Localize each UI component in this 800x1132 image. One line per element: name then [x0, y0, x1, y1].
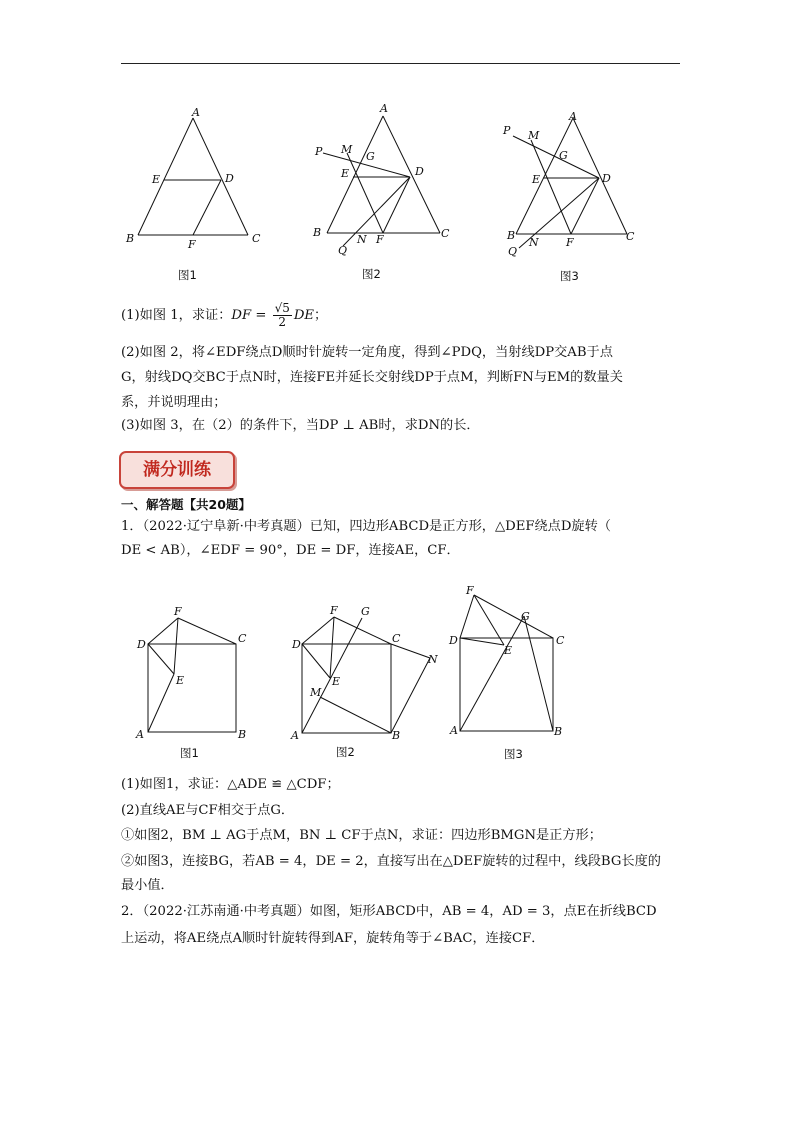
label-A: A [569, 110, 577, 123]
q1-stem-line-1: 1．（2022·辽宁阜新·中考真题）已知，四边形ABCD是正方形，△DEF绕点D旋转（ [121, 519, 611, 534]
fraction-root5-over-2: $\frac{√5}{2}$ [274, 301, 290, 329]
label-E: E [341, 167, 350, 180]
header-rule [121, 63, 680, 64]
label-E: E [532, 173, 541, 186]
label-M: M [341, 143, 353, 156]
q1-part-2b-line-1: ②如图3，连接BG，若AB = 4，DE = 2，直接写出在△DEF旋转的过程中，线段BG长度的 [121, 854, 661, 869]
label-E: E [332, 675, 341, 688]
label-G: G [521, 610, 530, 623]
figure-caption: 图3 [560, 269, 579, 283]
label-M: M [310, 686, 322, 699]
q2-stem-line-1: 2．（2022·江苏南通·中考真题）如图，矩形ABCD中，AB = 4，AD = 3，点E在折线BCD [121, 904, 657, 919]
label-F: F [566, 236, 574, 249]
label-C: C [441, 227, 450, 240]
figure-caption: 图2 [336, 745, 355, 759]
label-G: G [559, 149, 568, 162]
label-D: D [225, 172, 234, 185]
figure-caption: 图1 [178, 268, 197, 282]
label-N: N [357, 233, 367, 246]
figure-caption: 图3 [504, 747, 523, 761]
q1-part-2: (2)直线AE与CF相交于点G． [121, 803, 295, 818]
label-D: D [292, 638, 301, 651]
label-F: F [466, 584, 474, 597]
triangle-figure-3 [495, 108, 655, 288]
prev-q-part-3: (3)如图 3，在（2）的条件下，当DP ⊥ AB时，求DN的长． [121, 418, 480, 433]
label-D: D [415, 165, 424, 178]
label-B: B [238, 728, 247, 741]
label-Q: Q [508, 245, 518, 258]
label-B: B [126, 232, 135, 245]
label-A: A [291, 729, 299, 742]
label-C: C [238, 632, 247, 645]
section-title: 一、解答题【共20题】 [121, 497, 251, 512]
label-F: F [174, 605, 182, 618]
label-C: C [556, 634, 565, 647]
label-C: C [626, 230, 635, 243]
label-G: G [366, 150, 375, 163]
label-M: M [528, 129, 540, 142]
square-figure-1 [132, 602, 257, 762]
label-P: P [503, 124, 511, 137]
label-D: D [137, 638, 146, 651]
prev-q-part-2-line-1: (2)如图 2，将∠EDF绕点D顺时针旋转一定角度，得到∠PDQ，当射线DP交AB于点 [121, 345, 613, 360]
label-F: F [188, 238, 196, 251]
label-E: E [152, 173, 161, 186]
q1-stem-line-2: DE < AB），∠EDF = 90°，DE = DF，连接AE，CF． [121, 543, 460, 558]
label-E: E [176, 674, 185, 687]
square-figure-3 [446, 582, 581, 767]
square-figure-2 [288, 600, 448, 765]
label-G: G [361, 605, 370, 618]
label-B: B [507, 229, 516, 242]
q1-part-1: (1)如图1，求证：△ADE ≌ △CDF； [121, 777, 340, 792]
label-D: D [602, 172, 611, 185]
prev-q-part-2-line-3: 系，并说明理由； [121, 395, 227, 410]
label-B: B [313, 226, 322, 239]
label-A: A [136, 728, 144, 741]
label-C: C [252, 232, 261, 245]
section-badge: 满分训练 [119, 451, 235, 489]
label-B: B [554, 725, 563, 738]
label-A: A [380, 102, 388, 115]
triangle-figure-2 [305, 98, 465, 283]
q1-part-2b-line-2: 最小值． [121, 878, 174, 893]
label-N: N [428, 653, 438, 666]
figure-caption: 图1 [180, 746, 199, 760]
prev-q-part-1: (1)如图 1，求证：DF = $\frac{√5}{2}$ DE； [121, 301, 328, 329]
q2-stem-line-2: 上运动，将AE绕点A顺时针旋转得到AF，旋转角等于∠BAC，连接CF． [121, 931, 545, 946]
label-B: B [392, 729, 401, 742]
label-D: D [449, 634, 458, 647]
triangle-figure-1 [120, 105, 270, 285]
label-E: E [504, 644, 513, 657]
label-Q: Q [338, 244, 348, 257]
label-N: N [529, 236, 539, 249]
label-A: A [192, 106, 200, 119]
q1-part-2a: ①如图2，BM ⊥ AG于点M，BN ⊥ CF于点N，求证：四边形BMGN是正方形； [121, 828, 602, 843]
label-P: P [315, 145, 323, 158]
prev-q-part-2-line-2: G，射线DQ交BC于点N时，连接FE并延长交射线DP于点M，判断FN与EM的数量关 [121, 370, 623, 385]
label-C: C [392, 632, 401, 645]
label-F: F [330, 604, 338, 617]
figure-caption: 图2 [362, 267, 381, 281]
label-A: A [450, 724, 458, 737]
label-F: F [376, 233, 384, 246]
